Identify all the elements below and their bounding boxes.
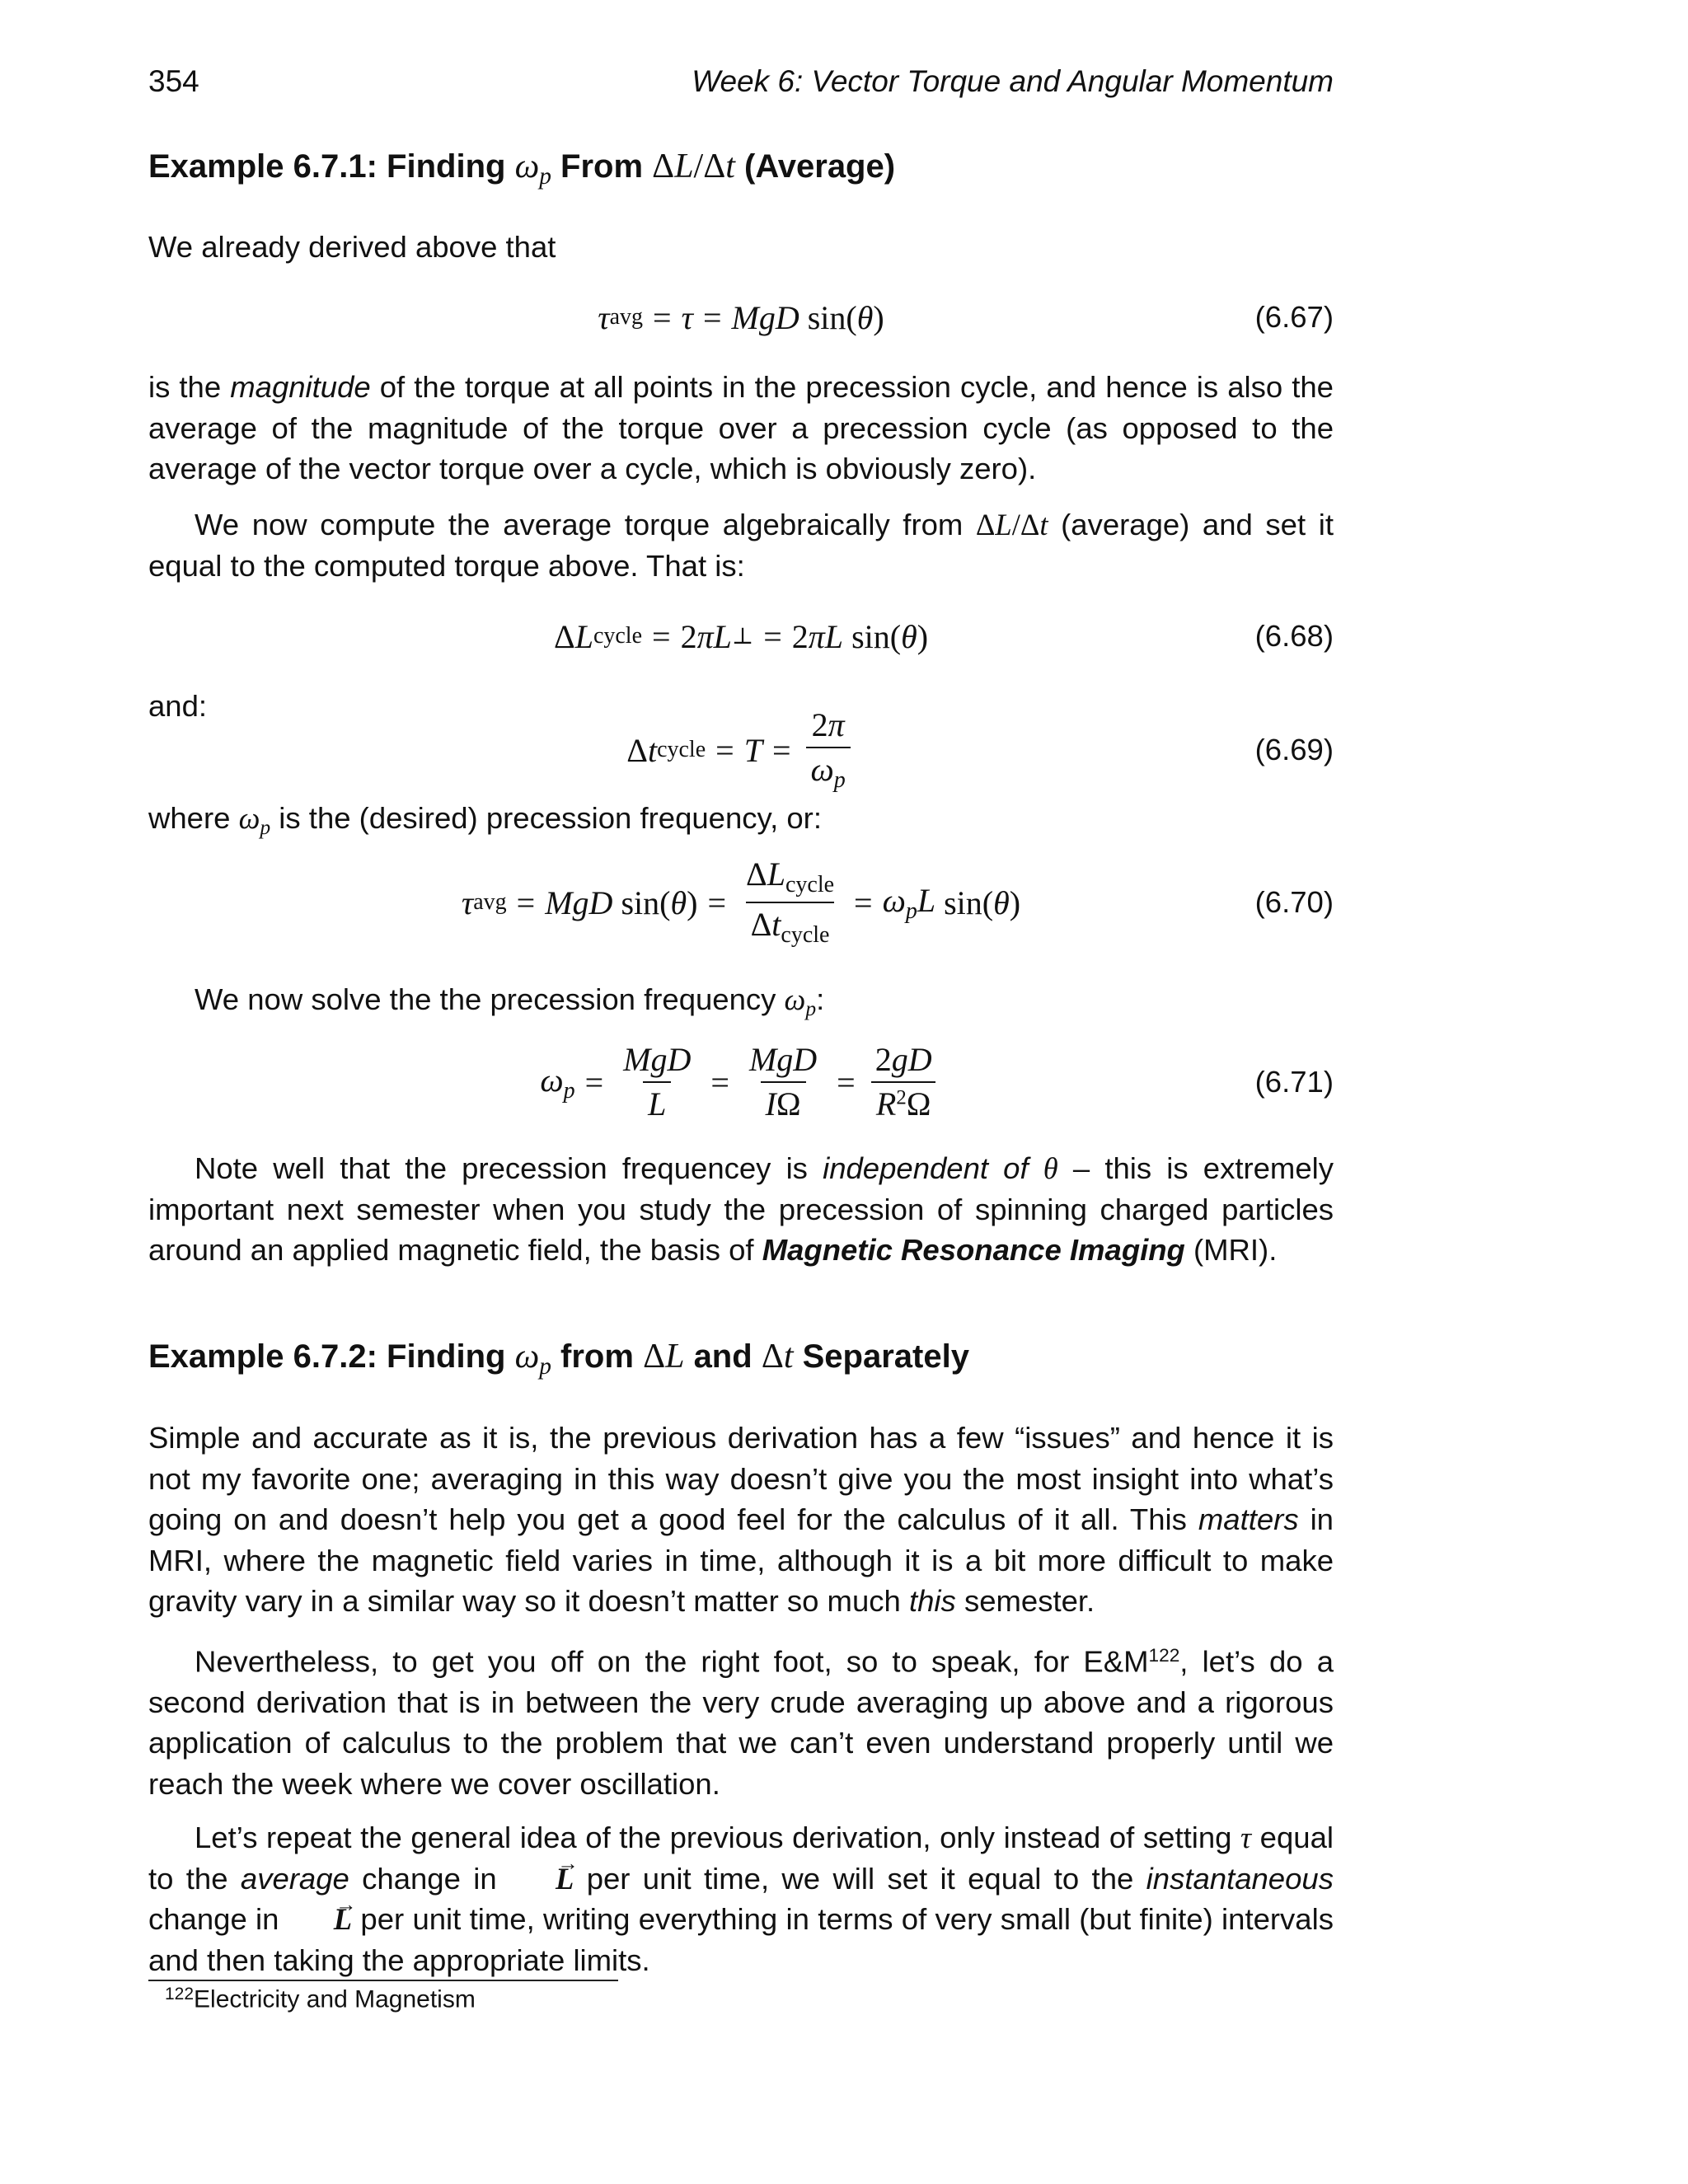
paragraph-lets-repeat: Let’s repeat the general idea of the previous derivation, only instead of setting τ equal to the average change in → L per unit time, we will set it equal to the instantaneous change in → L per unit time, writing everything in terms of very small (but finite) intervals and then taking the appropriate limits. xyxy=(148,1817,1334,1980)
example-6-7-2-heading: Example 6.7.2: Finding ωp from ΔL and Δt Separately xyxy=(148,1338,969,1380)
footnote-122: $^{122}$Electricity and Magnetism xyxy=(165,1985,476,2013)
paragraph-note-well: Note well that the precession frequencey is independent of θ – this is extremely important next semester when you study the precession of spinning charged particles around an applied magnetic field, the basis of Magnetic Resonance Imaging (MRI). xyxy=(148,1151,1334,1267)
equation-number: (6.69) xyxy=(1254,733,1334,766)
running-title: Week 6: Vector Torque and Angular Momentum xyxy=(692,64,1334,98)
equation-6-68: Δ L cycle = 2 πL ⊥ = 2 πL sin( θ ) (6.68) xyxy=(553,617,1334,655)
paragraph-intro: We already derived above that xyxy=(148,230,556,264)
paragraph-and: and: xyxy=(148,689,208,723)
equation-6-70: τ avg = MgD sin( θ ) = $\frac{\Delta L_{cycle}}{\Delta t_{cycle}}$ = ωpL sin( θ ) (6.70) xyxy=(461,855,1334,948)
page-number: 354 xyxy=(148,64,199,98)
page-header xyxy=(148,64,1334,105)
equation-number: (6.67) xyxy=(1254,300,1334,334)
equation-6-69: Δ t cycle = T = $\frac{2\pi}{\omega p}$ (6.69) xyxy=(626,705,1334,793)
equation-number: (6.70) xyxy=(1254,885,1334,919)
example-6-7-1-heading: Example 6.7.1: Finding ωp From ΔL/Δt (Average) xyxy=(148,148,896,190)
paragraph-where: where ωp is the (desired) precession frequency, or: xyxy=(148,801,822,840)
paragraph-magnitude: is the magnitude of the torque at all points in the precession cycle, and hence is also the average of the magnitude of the torque over a precession cycle (as opposed to the average of the vector torque over a cycle, which is obviously zero). xyxy=(148,370,1334,485)
equation-6-67: τ avg = τ = MgD sin( θ ) (6.67) xyxy=(598,298,1334,336)
equation-6-71: ωp = $\frac{\text{MgD}}{L}$ = $\frac{\text{MgD}}{I\Omega}$ = $\frac{2gD}{R^2\Omega}$ (6.71) xyxy=(540,1041,1334,1122)
paragraph-average-torque: We now compute the average torque algebraically from ΔL/Δt (average) and set it equal to the computed torque above. That is: xyxy=(148,508,1334,583)
paragraph-nevertheless: Nevertheless, to get you off on the right foot, so to speak, for $E\&M^{122}$, let’s do a second derivation that is in between the very crude averaging up above and a rigorous application of calculus to the problem that we can’t even understand properly until we reach the week where we cover oscillation. xyxy=(148,1644,1334,1801)
paragraph-solve: We now solve the the precession frequency ωp: xyxy=(195,982,825,1021)
footnote-marker: 122 xyxy=(1148,1645,1180,1666)
equation-number: (6.68) xyxy=(1254,619,1334,653)
equation-number: (6.71) xyxy=(1254,1065,1334,1099)
paragraph-simple-accurate: Simple and accurate as it is, the previous derivation has a few “issues” and hence it is not my favorite one; averaging in this way doesn’t give you the most insight into what’s going on and doesn’t help you get a good feel for the calculus of it all. This matters in MRI, where the magnetic field varies in time, although it is a bit more difficult to make gravity vary in a similar way so it doesn’t matter so much this semester. xyxy=(148,1421,1334,1618)
